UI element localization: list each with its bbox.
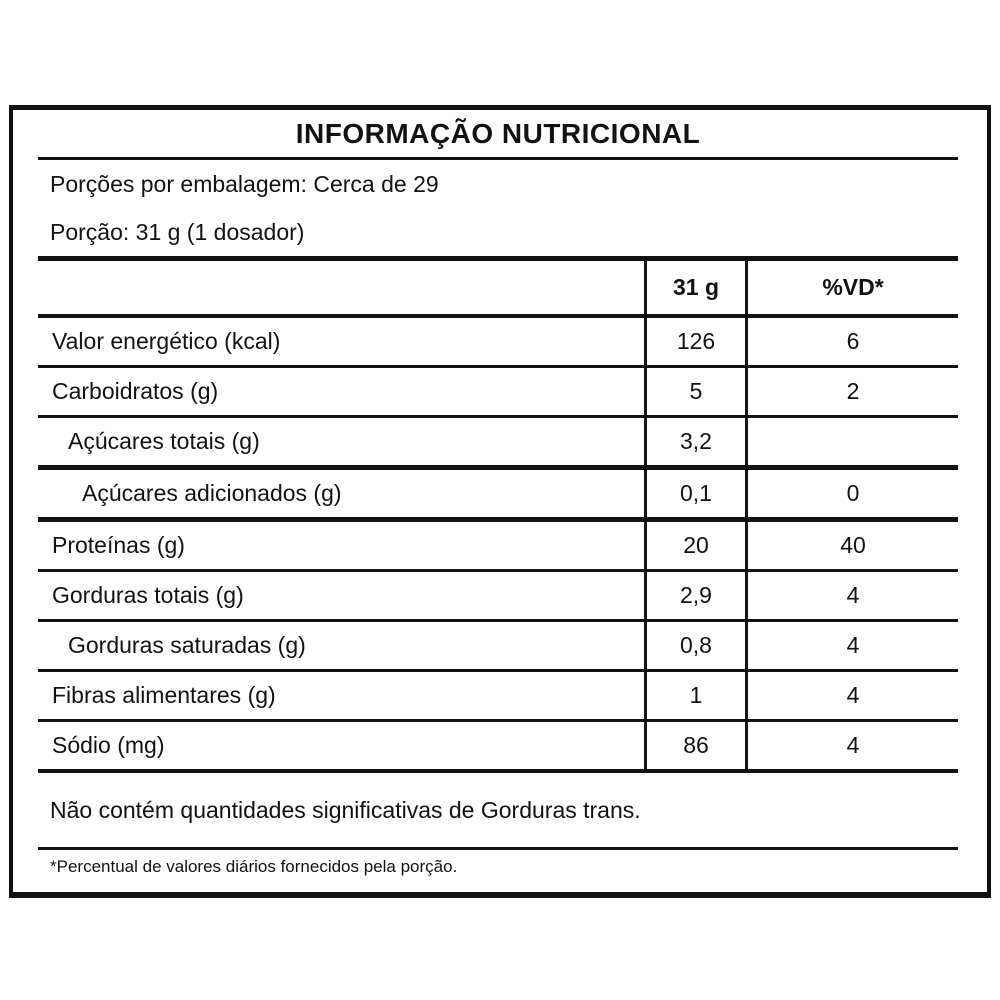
nutrient-name: Fibras alimentares (g) [52, 682, 276, 708]
nutrient-vd: 4 [846, 682, 860, 708]
nutrient-amount: 0,8 [644, 622, 748, 669]
nutrient-amount: 20 [644, 522, 748, 569]
nutrient-vd: 40 [840, 532, 866, 558]
nutrient-amount: 126 [644, 318, 748, 365]
nutrient-name: Açúcares totais (g) [68, 428, 260, 454]
table-header-row [38, 261, 958, 318]
nutrient-vd [748, 418, 958, 465]
table-row-carbs [38, 368, 958, 418]
nutrient-vd: 0 [846, 480, 860, 506]
table-row-added-sugars [38, 470, 958, 522]
nutrient-amount: 3,2 [644, 418, 748, 465]
nutrient-amount: 5 [644, 368, 748, 415]
table-row-energy [38, 318, 958, 368]
nutrient-vd: 4 [846, 632, 860, 658]
nutrient-name: Carboidratos (g) [52, 378, 219, 404]
nutrient-amount: 86 [644, 722, 748, 769]
table-row-fiber [38, 672, 958, 722]
nutrient-name: Valor energético (kcal) [52, 328, 281, 354]
serving-size: Porção: 31 g (1 dosador) [50, 218, 305, 245]
nutrient-amount: 2,9 [644, 572, 748, 619]
nutrition-table [38, 256, 958, 773]
label-title: INFORMAÇÃO NUTRICIONAL [295, 117, 701, 149]
label-title-row [38, 110, 958, 157]
nutrient-name: Gorduras totais (g) [52, 582, 244, 608]
table-row-saturated-fat [38, 622, 958, 672]
table-row-sodium [38, 722, 958, 773]
table-row-total-sugars [38, 418, 958, 470]
nutrient-amount: 0,1 [644, 470, 748, 517]
daily-value-footnote: *Percentual de valores diários fornecidos pela porção. [50, 857, 458, 876]
nutrient-name: Proteínas (g) [52, 532, 185, 558]
servings-per-package: Porções por embalagem: Cerca de 29 [50, 170, 439, 197]
nutrient-name: Gorduras saturadas (g) [68, 632, 306, 658]
table-row-total-fat [38, 572, 958, 622]
nutrient-vd: 2 [846, 378, 860, 404]
column-header-amount: 31 g [644, 261, 748, 314]
nutrient-amount: 1 [644, 672, 748, 719]
header-empty-cell [38, 261, 644, 314]
nutrient-name: Sódio (mg) [52, 732, 165, 758]
column-header-vd: %VD* [822, 274, 884, 300]
nutrient-vd: 4 [846, 582, 860, 608]
nutrient-vd: 4 [846, 732, 860, 758]
nutrition-label [9, 105, 991, 898]
trans-fat-note: Não contém quantidades significativas de Gorduras trans. [50, 796, 641, 823]
table-row-protein [38, 522, 958, 572]
nutrient-vd: 6 [846, 328, 860, 354]
nutrient-name: Açúcares adicionados (g) [82, 480, 342, 506]
